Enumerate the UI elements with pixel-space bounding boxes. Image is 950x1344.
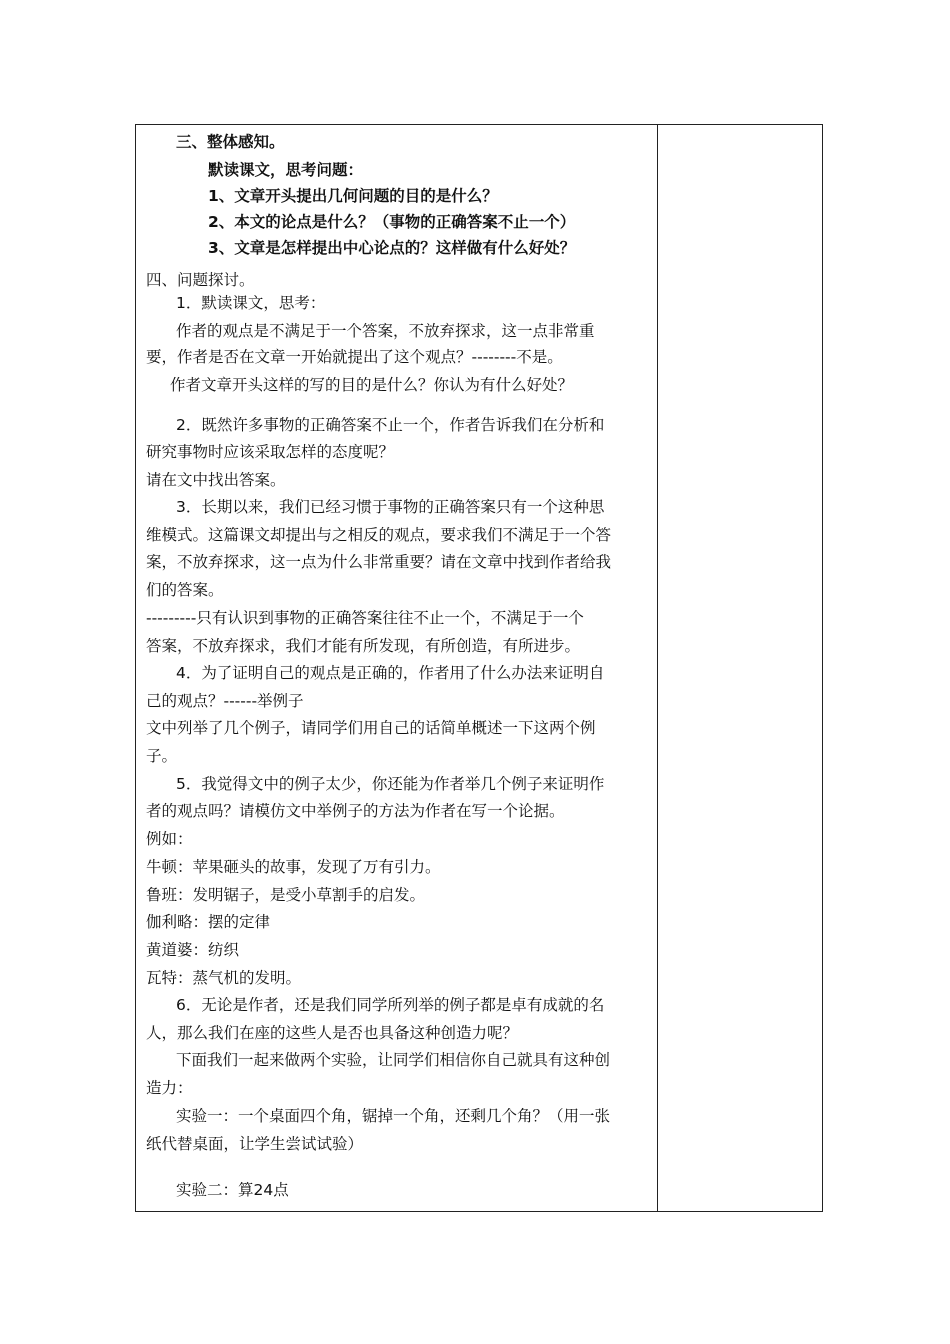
experiment-2: 实验二：算24点: [176, 1181, 289, 1199]
example-label: 例如：: [146, 830, 193, 848]
section3-heading: 三、整体感知。: [176, 133, 285, 151]
p2-line-1: 2．既然许多事物的正确答案不止一个，作者告诉我们在分析和: [176, 416, 605, 434]
section3-question-2: 2、本文的论点是什么？（事物的正确答案不止一个）: [208, 213, 576, 231]
p1-line-2: 要，作者是否在文章一开始就提出了这个观点？--------不是。: [146, 348, 563, 366]
notes-column: [658, 125, 822, 1211]
example-galileo: 伽利略：摆的定律: [146, 913, 271, 931]
p3-line-2: 维模式。这篇课文却提出与之相反的观点，要求我们不满足于一个答: [146, 526, 612, 544]
p6-line-1: 6．无论是作者，还是我们同学所列举的例子都是卓有成就的名: [176, 996, 605, 1014]
example-newton: 牛顿：苹果砸头的故事，发现了万有引力。: [146, 858, 441, 876]
p3-line-5: ---------只有认识到事物的正确答案往往不止一个，不满足于一个: [146, 609, 584, 627]
section3-question-3: 3、文章是怎样提出中心论点的？这样做有什么好处？: [208, 239, 576, 257]
section3-instruction: 默读课文，思考问题：: [208, 161, 364, 179]
example-watt: 瓦特：蒸气机的发明。: [146, 969, 302, 987]
p5-line-1: 5．我觉得文中的例子太少，你还能为作者举几个例子来证明作: [176, 775, 605, 793]
example-huangdaopo: 黄道婆：纺织: [146, 941, 240, 959]
p6-line-2: 人，那么我们在座的这些人是否也具备这种创造力呢？: [146, 1024, 519, 1042]
experiment-1-line-2: 纸代替桌面，让学生尝试试验）: [146, 1135, 364, 1153]
p3-line-4: 们的答案。: [146, 581, 224, 599]
section3-question-1: 1、文章开头提出几何问题的目的是什么？: [208, 187, 498, 205]
p2-line-3: 请在文中找出答案。: [146, 471, 286, 489]
p4-line-4: 子。: [146, 747, 178, 765]
p6-line-4: 造力：: [146, 1079, 193, 1097]
p1-line-3: 作者文章开头这样的写的目的是什么？你认为有什么好处？: [170, 376, 574, 394]
p2-line-2: 研究事物时应该采取怎样的态度呢？: [146, 443, 395, 461]
section4-heading: 四、问题探讨。: [146, 271, 255, 289]
p1-line-1: 作者的观点是不满足于一个答案，不放弃探求，这一点非常重: [176, 322, 595, 340]
p5-line-2: 者的观点吗？请模仿文中举例子的方法为作者在写一个论据。: [146, 802, 565, 820]
p4-line-3: 文中列举了几个例子，请同学们用自己的话简单概述一下这两个例: [146, 719, 596, 737]
table-top-border-left: [135, 124, 650, 125]
p4-line-1: 4．为了证明自己的观点是正确的，作者用了什么办法来证明自: [176, 664, 605, 682]
p6-line-3: 下面我们一起来做两个实验，让同学们相信你自己就具有这种创: [176, 1051, 611, 1069]
p4-line-2: 己的观点？------举例子: [146, 692, 304, 710]
p3-line-6: 答案，不放弃探求，我们才能有所发现，有所创造，有所进步。: [146, 637, 581, 655]
p1-title: 1．默读课文，思考：: [176, 294, 326, 312]
experiment-1-line-1: 实验一：一个桌面四个角，锯掉一个角，还剩几个角？（用一张: [176, 1107, 611, 1125]
p3-line-3: 案，不放弃探求，这一点为什么非常重要？请在文章中找到作者给我: [146, 553, 612, 571]
p3-line-1: 3．长期以来，我们已经习惯于事物的正确答案只有一个这种思: [176, 498, 605, 516]
example-luban: 鲁班：发明锯子，是受小草割手的启发。: [146, 886, 426, 904]
